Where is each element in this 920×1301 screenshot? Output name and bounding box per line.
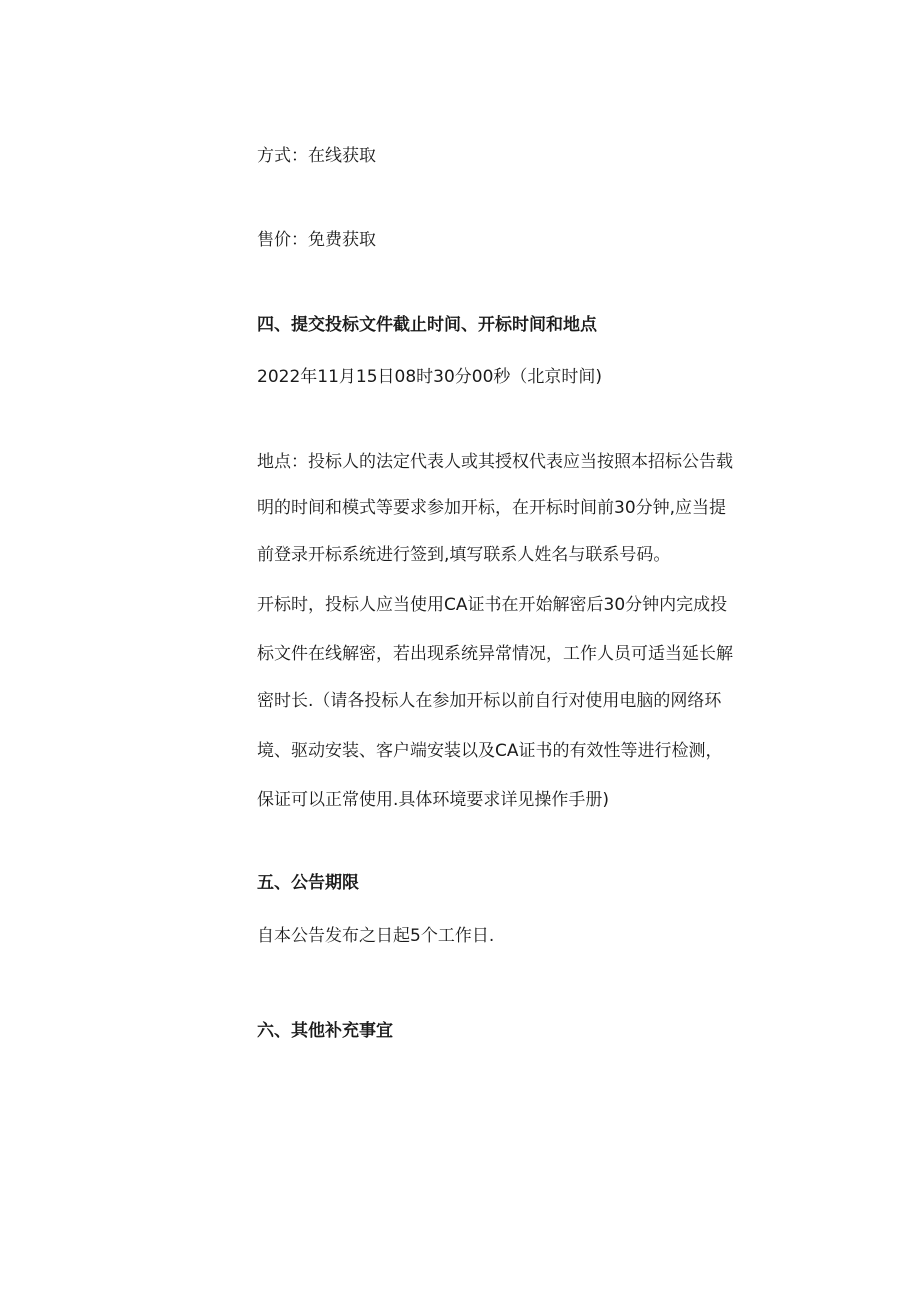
section-5-heading: 五、公告期限 (257, 873, 359, 893)
location-line-1: 地点：投标人的法定代表人或其授权代表应当按照本招标公告载 (257, 452, 733, 472)
deadline-time: 2022年11月15日08时30分00秒（北京时间) (257, 367, 603, 387)
opening-line-3: 密时长.（请各投标人在参加开标以前自行对使用电脑的网络环 (257, 691, 722, 711)
location-line-3: 前登录开标系统进行签到,填写联系人姓名与联系号码。 (257, 545, 671, 565)
opening-line-2: 标文件在线解密，若出现系统异常情况，工作人员可适当延长解 (257, 644, 733, 664)
location-line-2: 明的时间和模式等要求参加开标，在开标时间前30分钟,应当提 (257, 498, 727, 518)
opening-line-5: 保证可以正常使用.具体环境要求详见操作手册) (257, 790, 610, 810)
section-4-heading: 四、提交投标文件截止时间、开标时间和地点 (257, 315, 597, 335)
price: 售价：免费获取 (257, 230, 376, 250)
notice-period: 自本公告发布之日起5个工作日. (257, 926, 495, 946)
opening-line-1: 开标时，投标人应当使用CA证书在开始解密后30分钟内完成投 (257, 595, 728, 615)
acquisition-method: 方式：在线获取 (257, 146, 376, 166)
section-6-heading: 六、其他补充事宜 (257, 1021, 393, 1041)
opening-line-4: 境、驱动安装、客户端安装以及CA证书的有效性等进行检测， (257, 741, 723, 761)
